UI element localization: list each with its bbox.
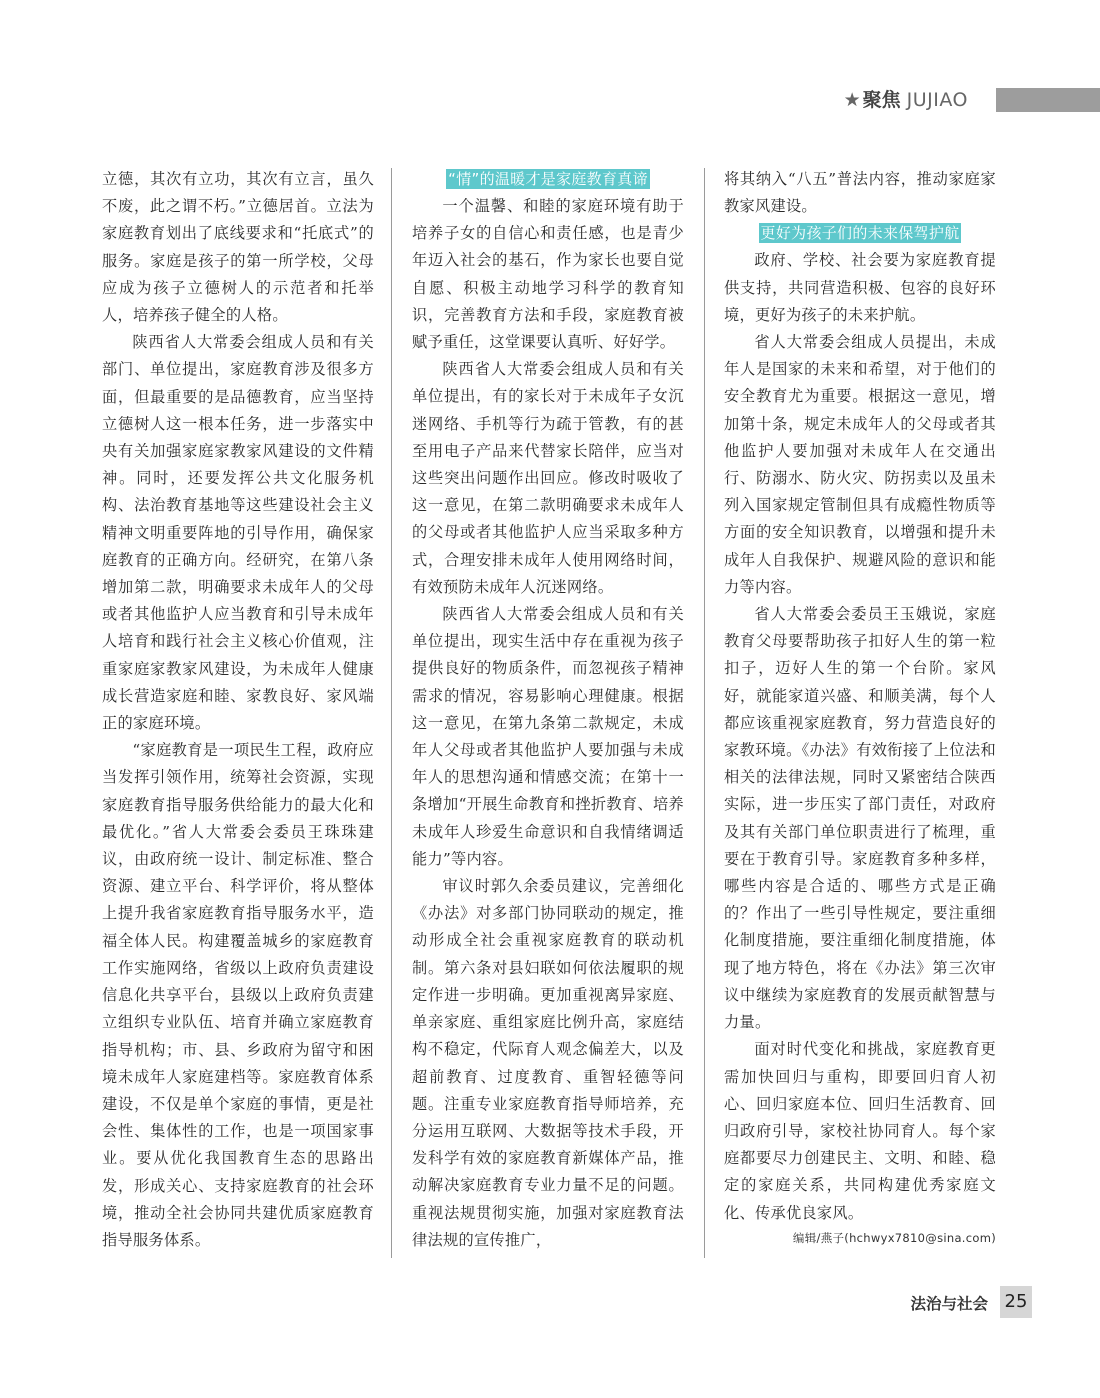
- star-icon: ★: [843, 89, 861, 111]
- article-column-1: [102, 166, 374, 1254]
- article-column-3: [724, 166, 996, 1249]
- subheading-text: “情”的温暖才是家庭教育真谛: [448, 170, 648, 188]
- paragraph: 陕西省人大常委会组成人员和有关部门、单位提出，家庭教育涉及很多方面，但最重要的是品德教育，应当坚持立德树人这一根本任务，进一步落实中央有关加强家庭家教家风建设的文件精神。同时，还要发挥公共文化服务机构、法治教育基地等这些建设社会主义精神文明重要阵地的引导作用，确保家庭教育的正确方向。经研究，在第八条增加第二款，明确要求未成年人的父母或者其他监护人应当教育和引导未成年人培育和践行社会主义核心价值观，注重家庭家教家风建设，为未成年人健康成长营造家庭和睦、家教良好、家风端正的家庭环境。: [102, 333, 374, 733]
- paragraph: 将其纳入“八五”普法内容，推动家庭家教家风建设。: [724, 170, 996, 216]
- section-title-cn: 聚焦: [862, 89, 901, 111]
- header-decor-bar: [996, 88, 1100, 112]
- subheading: [724, 220, 996, 247]
- subheading-text: 更好为孩子们的未来保驾护航: [760, 224, 960, 243]
- magazine-title: 法治与社会: [910, 1295, 988, 1313]
- column-divider: [391, 168, 392, 1258]
- paragraph: 省人大常委会委员王玉娥说，家庭教育父母要帮助孩子扣好人生的第一粒扣子，迈好人生的第一个台阶。家风好，就能家道兴盛、和顺美满，每个人都应该重视家庭教育，努力营造良好的家教环境。《办法》有效衔接了上位法和相关的法律法规，同时又紧密结合陕西实际，进一步压实了部门责任，对政府及其有关部门单位职责进行了梳理，重要在于教育引导。家庭教育多种多样，哪些内容是合适的、哪些方式是正确的？作出了一些引导性规定，要注重细化制度措施，要注重细化制度措施，体现了地方特色，将在《办法》第三次审议中继续为家庭教育的发展贡献智慧与力量。: [724, 605, 996, 1032]
- page-header: [0, 84, 1100, 116]
- editor-credit: 编辑/燕子(hchwyx7810@sina.com): [792, 1230, 996, 1245]
- paragraph: 立德，其次有立功，其次有立言，虽久不废，此之谓不朽。”立德居首。立法为家庭教育划出了底线要求和“托底式”的服务。家庭是孩子的第一所学校，父母应成为孩子立德树人的示范者和托举人，培养孩子健全的人格。: [102, 170, 374, 325]
- paragraph: 省人大常委会组成人员提出，未成年人是国家的未来和希望，对于他们的安全教育尤为重要。根据这一意见，增加第十条，规定未成年人的父母或者其他监护人要加强对未成年人在交通出行、防溺水、防火灾、防拐卖以及虽未列入国家规定管制但具有成瘾性物质等方面的安全知识教育，以增强和提升未成年人自我保护、规避风险的意识和能力等内容。: [724, 333, 996, 596]
- column-divider: [704, 168, 705, 1258]
- paragraph: 审议时郭久余委员建议，完善细化《办法》对多部门协同联动的规定，推动形成全社会重视家庭教育的联动机制。第六条对县妇联如何依法履职的规定作进一步明确。更加重视离异家庭、单亲家庭、重组家庭比例升高，家庭结构不稳定，代际育人观念偏差大，以及超前教育、过度教育、重智轻德等问题。注重专业家庭教育指导师培养，充分运用互联网、大数据等技术手段，开发科学有效的家庭教育新媒体产品，推动解决家庭教育专业力量不足的问题。重视法规贯彻实施，加强对家庭教育法律法规的宣传推广，: [412, 877, 684, 1249]
- article-column-2: [412, 166, 684, 1254]
- paragraph: 面对时代变化和挑战，家庭教育更需加快回归与重构，即要回归育人初心、回归家庭本位、回归生活教育、回归政府引导，家校社协同育人。每个家庭都要尽力创建民主、文明、和睦、稳定的家庭关系，共同构建优秀家庭文化、传承优良家风。: [724, 1040, 996, 1222]
- page-number: 25: [1000, 1286, 1032, 1318]
- paragraph: 政府、学校、社会要为家庭教育提供支持，共同营造积极、包容的良好环境，更好为孩子的未来护航。: [724, 251, 996, 324]
- section-title-en: JUJIAO: [906, 89, 968, 111]
- paragraph: 陕西省人大常委会组成人员和有关单位提出，有的家长对于未成年子女沉迷网络、手机等行为疏于管教，有的甚至用电子产品来代替家长陪伴，应当对这些突出问题作出回应。修改时吸收了这一意见，在第二款明确要求未成年人的父母或者其他监护人应当采取多种方式，合理安排未成年人使用网络时间，有效预防未成年人沉迷网络。: [412, 360, 684, 596]
- paragraph: “家庭教育是一项民生工程，政府应当发挥引领作用，统筹社会资源，实现家庭教育指导服务供给能力的最大化和最优化。”省人大常委会委员王珠珠建议，由政府统一设计、制定标准、整合资源、建立平台、科学评价，将从整体上提升我省家庭教育指导服务水平，造福全体人民。构建覆盖城乡的家庭教育工作实施网络，省级以上政府负责建设信息化共享平台，县级以上政府负责建立组织专业队伍、培育并确立家庭教育指导机构；市、县、乡政府为留守和困境未成年人家庭建档等。家庭教育体系建设，不仅是单个家庭的事情，更是社会性、集体性的工作，也是一项国家事业。要从优化我国教育生态的思路出发，形成关心、支持家庭教育的社会环境，推动全社会协同共建优质家庭教育指导服务体系。: [102, 741, 374, 1249]
- subheading: [412, 166, 684, 193]
- section-label: [844, 86, 968, 114]
- paragraph: 陕西省人大常委会组成人员和有关单位提出，现实生活中存在重视为孩子提供良好的物质条件，而忽视孩子精神需求的情况，容易影响心理健康。根据这一意见，在第九条第二款规定，未成年人父母或者其他监护人要加强与未成年人的思想沟通和情感交流；在第十一条增加“开展生命教育和挫折教育、培养未成年人珍爱生命意识和自我情绪调适能力”等内容。: [412, 605, 684, 868]
- paragraph: 一个温馨、和睦的家庭环境有助于培养子女的自信心和责任感，也是青少年迈入社会的基石，作为家长也要自觉自愿、积极主动地学习科学的教育知识，完善教育方法和手段，家庭教育被赋予重任，这堂课要认真听、好好学。: [412, 197, 684, 352]
